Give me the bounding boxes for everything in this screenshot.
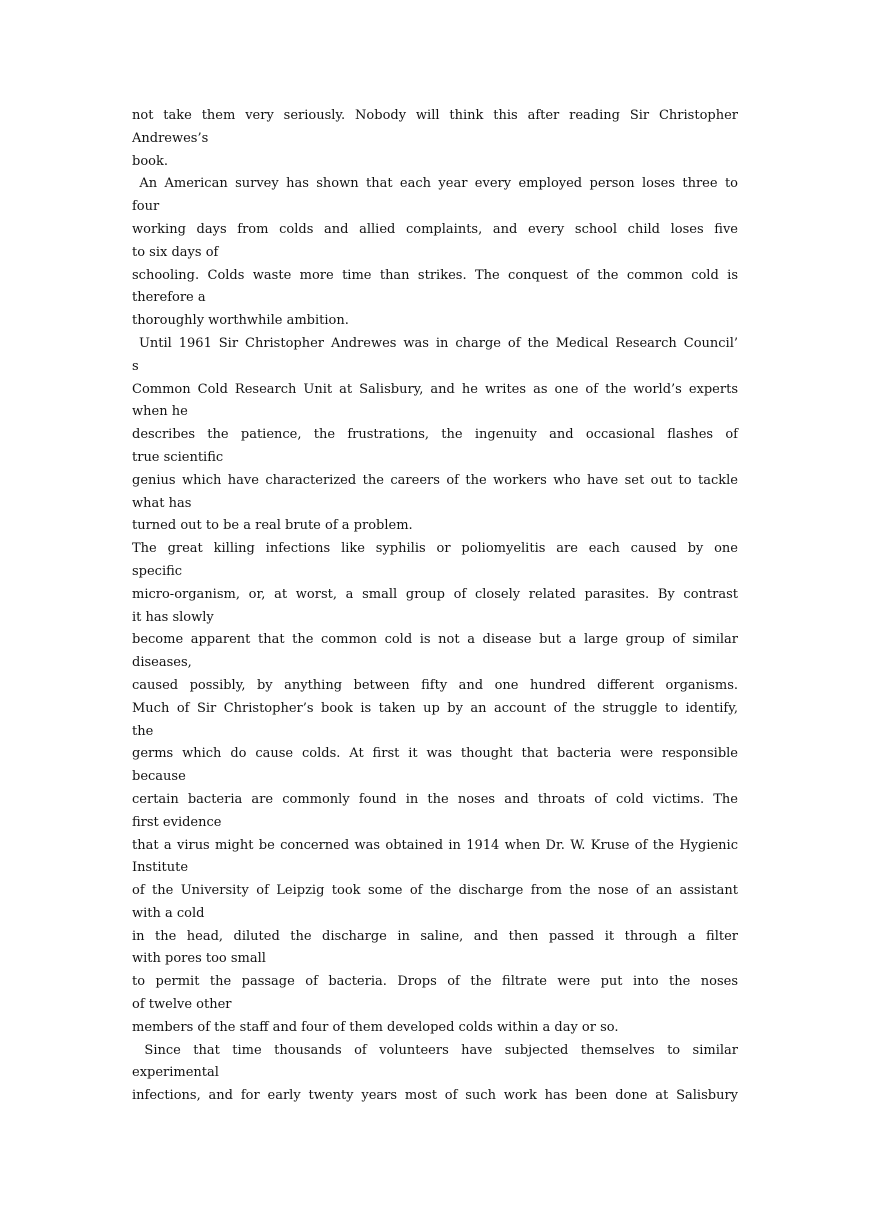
text-line: what has [132,495,192,511]
text-line: that a virus might be concerned was obtained in 1914 when Dr. W. Kruse of the Hygienic [132,837,738,853]
text-line: when he [132,404,188,420]
text-line: Until 1961 Sir Christopher Andrewes was in charge of the Medical Research Council’ [132,335,738,351]
text-line: members of the staff and four of them developed colds within a day or so. [132,1019,619,1035]
text-line: certain bacteria are commonly found in the noses and throats of cold victims. The [132,791,738,807]
text-line: to six days of [132,244,219,260]
text-line: to permit the passage of bacteria. Drops of the filtrate were put into the noses [132,974,738,990]
text-line: genius which have characterized the careers of the workers who have set out to tackle [132,472,738,488]
text-line: caused possibly, by anything between fifty and one hundred different organisms. [132,677,738,693]
text-line: germs which do cause colds. At first it was thought that bacteria were responsible [132,746,738,762]
text-line: therefore a [132,290,206,306]
text-line: first evidence [132,814,222,830]
text-line: because [132,769,186,785]
text-line: s [132,358,139,374]
text-line: experimental [132,1065,219,1081]
text-line: The great killing infections like syphilis or poliomyelitis are each caused by one [132,541,738,557]
text-line: thoroughly worthwhile ambition. [132,313,349,329]
text-line: become apparent that the common cold is not a disease but a large group of similar [132,632,738,648]
text-line: Institute [132,860,189,876]
text-line: of the University of Leipzig took some of the discharge from the nose of an assistant [132,883,738,899]
text-line: with a cold [132,905,205,921]
text-line: Since that time thousands of volunteers have subjected themselves to similar [132,1042,738,1058]
text-line: the [132,723,154,739]
text-line: of twelve other [132,997,232,1013]
text-line: working days from colds and allied complaints, and every school child loses five [132,221,738,237]
text-line: Common Cold Research Unit at Salisbury, and he writes as one of the world’s experts [132,381,738,397]
text-line: describes the patience, the frustrations, the ingenuity and occasional flashes of [132,427,738,443]
text-line: micro-organism, or, at worst, a small group of closely related parasites. By contrast [132,586,738,602]
text-line: Andrewes’s [132,130,209,146]
text-line: in the head, diluted the discharge in saline, and then passed it through a filter [132,928,738,944]
text-line: not take them very seriously. Nobody will think this after reading Sir Christopher [132,108,738,123]
text-line: An American survey has shown that each year every employed person loses three to [132,176,738,192]
body-text [132,105,738,1108]
text-line: true scientific [132,449,224,465]
text-line: diseases, [132,655,192,671]
text-line: infections, and for early twenty years most of such work has been done at Salisbury [132,1088,738,1104]
text-line: four [132,199,160,215]
text-line: with pores too small [132,951,266,967]
text-line: book. [132,153,168,169]
text-line: Much of Sir Christopher’s book is taken up by an account of the struggle to identify, [132,700,738,716]
text-line: specific [132,563,183,579]
text-line: schooling. Colds waste more time than strikes. The conquest of the common cold is [132,267,738,283]
text-line: turned out to be a real brute of a problem. [132,518,413,534]
text-line: it has slowly [132,609,214,625]
